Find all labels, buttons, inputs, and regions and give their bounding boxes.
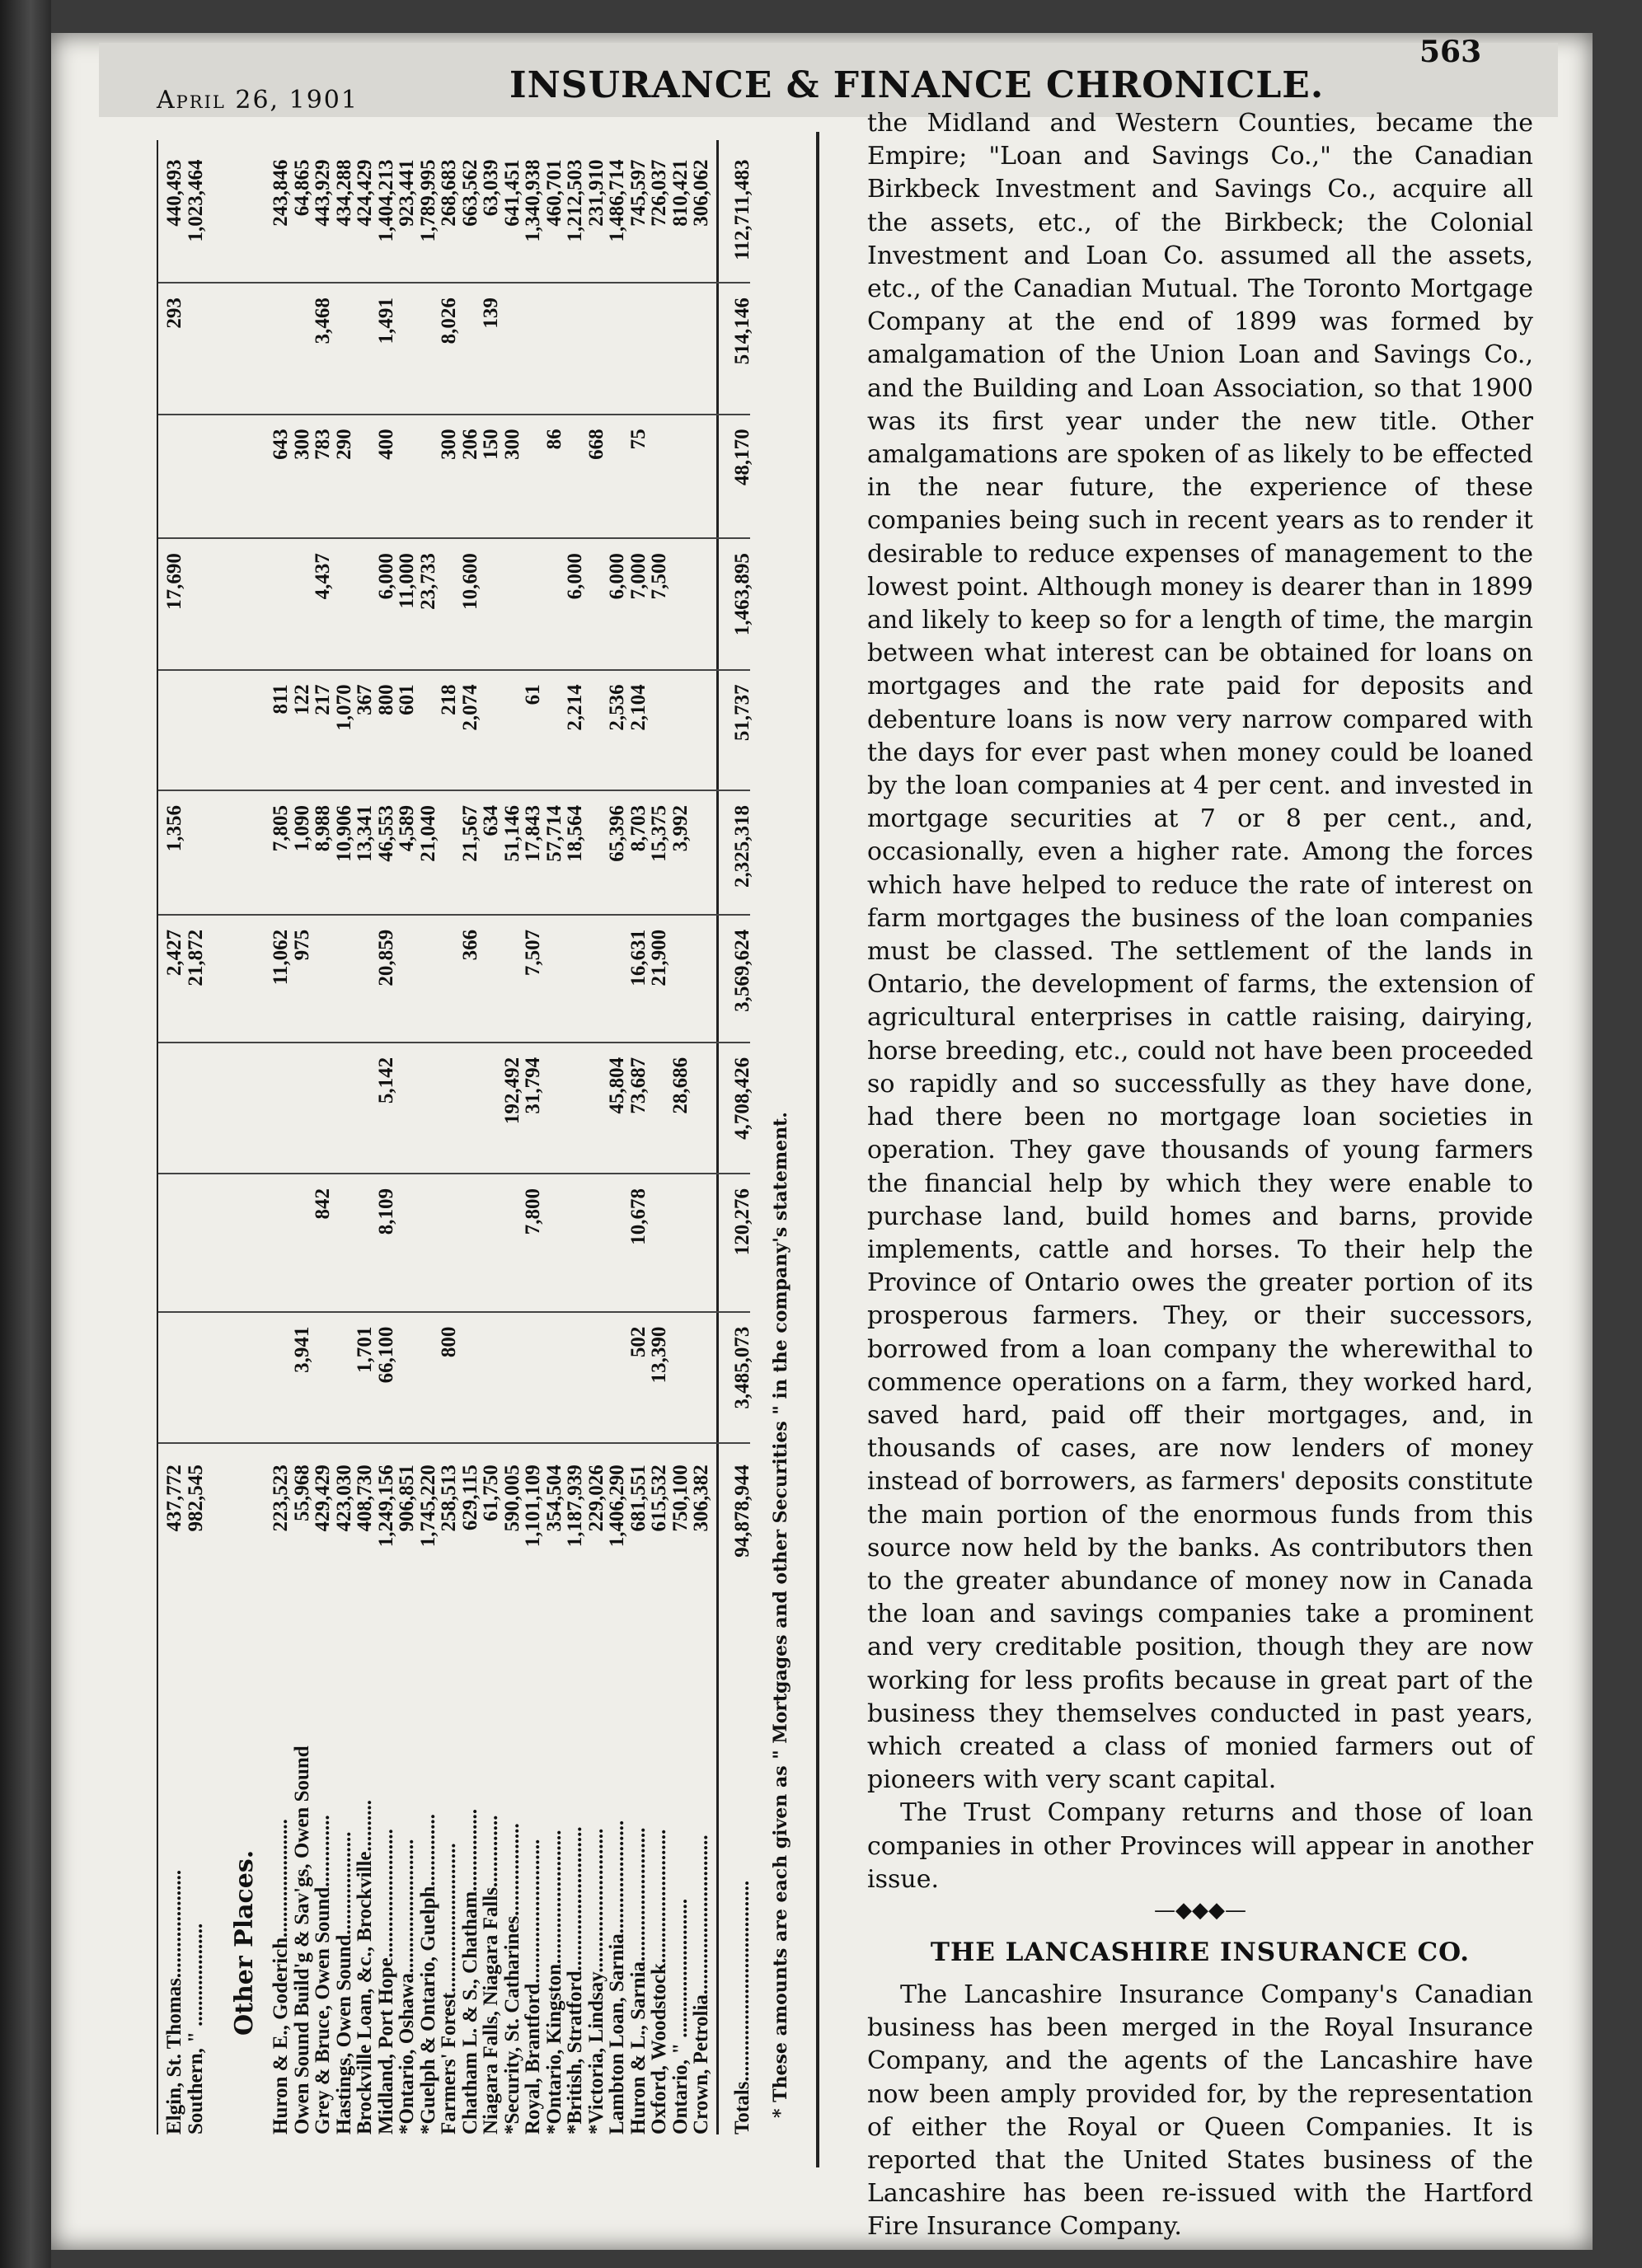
table-row-5-label: Midland, Port Hope......................... [374,1829,397,2134]
table-row-6-c8: 11,000 [396,553,418,609]
table-row-5-c9: 400 [374,429,397,460]
table-row-12-c5: 7,507 [522,929,544,977]
table-row-4-label: Brockville Loan, &c., Brockville.......... [354,1799,376,2134]
loan-companies-table [157,132,791,2134]
table-row-9-c9: 206 [458,429,481,460]
table-row-15-c1: 229,026 [584,1464,608,1532]
table-row-totals-c3: 120,276 [730,1188,753,1256]
table-row-6-c7: 601 [396,684,418,715]
ornament-divider: —◆◆◆— [1154,1897,1246,1923]
column-rule-6 [157,669,750,671]
table-row-8-c2: 800 [438,1326,460,1358]
table-row-17-c5: 16,631 [626,929,650,986]
column-rule-2 [157,1173,750,1174]
table-row-12-c1: 1,101,109 [522,1464,544,1548]
table-row-17-c7: 2,104 [626,684,650,731]
table-row-9-label: Chatham L. & S., Chatham................ [458,1808,481,2134]
article-column [867,107,1533,2244]
scan-left-edge [0,0,51,2268]
table-row-3-c1: 423,030 [332,1464,355,1532]
table-row-6-c6: 4,589 [396,804,418,852]
table-row-16-label: Lambton Loan, Sarnia...................... [606,1820,628,2134]
table-row-2-c11: 443,929 [312,159,334,227]
table-row-12-c4: 31,794 [522,1057,544,1114]
table-row-9-c11: 663,562 [458,159,481,227]
table-row-17-c2: 502 [626,1326,650,1358]
table-row-totals-label: Totals....................................... [730,1880,753,2134]
table-row-14-label: *British, Stratford............................ [564,1826,586,2134]
table-row-totals-c2: 3,485,073 [730,1326,753,1409]
table-row-totals-c9: 48,170 [730,429,753,486]
table-row-10-c9: 150 [480,429,502,460]
table-row-2-label: Grey & Bruce, Owen Sound.............. [312,1815,334,2134]
table-row-7-c6: 21,040 [416,804,439,862]
table-row-5-c10: 1,491 [374,298,397,344]
table-row-5-c2: 66,100 [374,1326,397,1384]
column-rule-4 [157,914,750,916]
table-row-18-c6: 15,375 [648,804,670,862]
table-row-13-label: *Ontario, Kingston.......................... [542,1830,565,2134]
table-row-totals-c8: 1,463,895 [730,553,753,636]
table-row-11-c6: 51,146 [500,804,523,862]
table-row-20-label: Crown, Petrolia............................... [690,1835,712,2134]
column-rule-8 [157,414,750,415]
table-row-1-c11: 64,865 [290,159,313,217]
table-row-5-c7: 800 [374,684,397,715]
table-row-1-c9: 300 [290,429,313,460]
table-row-11-c4: 192,492 [500,1057,523,1125]
table-top-rule [157,140,158,2134]
table-row-2-c10: 3,468 [312,298,334,344]
section-paragraph: The Lancashire Insurance Company's Canadian business has been merged in the Royal Insurance Company, and the agents of the Lancashire have now been amply provided for, by the representation of either the Royal or Queen Companies. It is reported that the United States business of the Lancashire has been re-issued with the Hartford Fire Insurance Company. [867,1980,1533,2242]
table-row-4-c11: 424,429 [354,159,376,227]
table-row-7-c11: 1,789,995 [416,159,439,242]
table-row-8-c10: 8,026 [438,298,460,344]
table-row-totals-c5: 3,569,624 [730,929,753,1012]
table-row-7-c8: 23,733 [416,553,439,610]
table-row-1-c2: 3,941 [290,1326,313,1373]
table-row-18-c1: 615,532 [648,1464,670,1532]
totals-rule [716,140,719,2134]
table-row-18-c11: 726,037 [648,159,670,227]
table-row-totals-c11: 112,711,483 [730,159,753,260]
table-row-6-label: *Ontario, Oshawa.......................... [396,1839,418,2134]
article-paragraph-2: The Trust Company returns and those of loan companies in other Provinces will appear in another issue. [867,1798,1533,1894]
table-row-19-label: Ontario, " ........................... [669,1898,692,2134]
table-row-17-c9: 75 [626,429,650,450]
table-row-top-0-c11: 440,493 [163,159,185,227]
page-header [99,35,1558,117]
table-row-14-c1: 1,187,939 [564,1464,586,1548]
table-row-3-label: Hastings, Owen Sound.................... [332,1831,355,2134]
table-row-top-0-c5: 2,427 [163,929,185,977]
table-row-0-c7: 811 [270,684,292,715]
table-row-top-0-c6: 1,356 [163,804,185,852]
table-row-10-c10: 139 [480,298,502,329]
header-page-number: 563 [1419,35,1482,69]
table-row-1-c7: 122 [290,684,313,715]
table-row-7-c1: 1,745,220 [416,1464,439,1548]
table-row-1-c5: 975 [290,929,313,961]
table-row-5-c3: 8,109 [374,1188,397,1235]
table-row-17-c1: 681,551 [626,1464,650,1532]
table-row-14-c8: 6,000 [564,553,586,600]
table-row-9-c7: 2,074 [458,684,481,731]
table-row-5-c11: 1,404,213 [374,159,397,242]
table-row-14-c6: 18,564 [564,804,586,862]
table-row-16-c6: 65,396 [606,804,628,862]
table-row-2-c6: 8,988 [312,804,334,852]
table-row-13-c11: 460,701 [542,159,565,227]
table-row-top-0-c8: 17,690 [163,553,185,610]
table-row-totals-c10: 514,146 [730,298,753,365]
table-row-top-0-label: Elgin, St. Thomas..................... [163,1869,185,2134]
table-row-10-c1: 61,750 [480,1464,502,1521]
table-row-6-c11: 923,441 [396,159,418,227]
column-rule-5 [157,790,750,791]
table-row-0-c1: 223,523 [270,1464,292,1532]
table-row-0-c5: 11,062 [270,929,292,986]
table-row-3-c6: 10,906 [332,804,355,862]
table-row-2-c7: 217 [312,684,334,715]
table-row-top-1-label: Southern, " .................... [184,1923,207,2134]
table-row-3-c9: 290 [332,429,355,460]
table-row-17-c8: 7,000 [626,553,650,600]
table-row-7-label: *Guelph & Ontario, Guelph.............. [416,1814,439,2134]
table-row-8-label: Farmers' Forest............................. [438,1843,460,2134]
table-row-14-c11: 1,212,503 [564,159,586,242]
table-row-9-c1: 629,115 [458,1464,481,1531]
table-row-3-c7: 1,070 [332,684,355,731]
table-row-20-c1: 306,382 [690,1464,712,1532]
table-row-18-label: Oxford, Woodstock.......................... [648,1829,670,2134]
table-row-2-c9: 783 [312,429,334,460]
table-row-1-c6: 1,090 [290,804,313,852]
table-row-11-label: *Security, St. Catharines.................. [500,1823,523,2134]
table-row-2-c3: 842 [312,1188,334,1220]
table-row-12-c3: 7,800 [522,1188,544,1235]
table-row-0-c9: 643 [270,429,292,460]
table-row-10-c6: 634 [480,804,502,836]
table-row-2-c8: 4,437 [312,553,334,600]
table-row-12-c6: 17,843 [522,804,544,862]
table-row-16-c11: 1,486,714 [606,159,628,242]
table-row-10-c11: 63,039 [480,159,502,217]
article-paragraph-1: the Midland and Western Counties, became the Empire; "Loan and Savings Co.," the Canadian Birkbeck Investment and Savings Co., acquire all the assets, etc., of the Birkbeck; the Colonial Investment and Loan Co. assumed all the assets, etc., of the Canadian Mutual. The Toronto Mortgage Company at the end of 1899 was formed by amalgamation of the Union Loan and Savings Co., and the Building and Loan Association, so that 1900 was its first year under the new title. Other amalgamations are spoken of as likely to be effected in the near future, the experience of these companies being such in recent years as to render it desirable to reduce expenses of management to the lowest point. Although money is dearer than in 1899 and likely to keep so for a length of time, the margin between what interest can be obtained for loans on mortgages and the rate paid for deposits and debenture loans is now very narrow compared with the days for ever past when money could be loaned by the loan companies at 4 per cent. and invested in mortgage securities at 7 or 8 per cent., and, occasionally, even a higher rate. Among the forces which have helped to reduce the rate of interest on farm mortgages the business of the loan companies must be classed. The settlement of the lands in Ontario, the development of farms, the extension of agricultural enterprises in cattle raising, dairying, horse breeding, etc., could not have been proceeded so rapidly and so successfully as they have done, had there been no mortgage loan societies in operation. They gave thousands of young farmers the financial help by which they were enable to purchase land, build homes and barns, provide implements, cattle and horses. To their help the Province of Ontario owes the greater portion of its prosperous farmers. They, or their successors, borrowed from a loan company the wherewithal to commence operations on a farm, they worked hard, saved hard, paid off their mortgages, and, in thousands of cases, are now lenders of money instead of borrowers, as farmers' deposits constitute the main portion of the enormous funds from this source now held by the banks. As contributors then to the greater abundance of money now in Canada the loan and savings companies take a prominent and very creditable position, though they are now working for less profits because in great part of the business they themselves conducted in past years, which created a class of monied farmers out of pioneers with very scant capital. [867,109,1533,1795]
table-row-19-c4: 28,686 [669,1057,692,1114]
table-row-8-c7: 218 [438,684,460,715]
column-rule-7 [157,537,750,539]
table-row-totals-c1: 94,878,944 [730,1464,753,1558]
table-row-9-c6: 21,567 [458,804,481,862]
column-rule-3 [157,1042,750,1043]
table-row-15-label: *Victoria, Lindsay............................ [584,1828,608,2134]
table-row-totals-c6: 2,325,318 [730,804,753,888]
table-row-12-c11: 1,340,938 [522,159,544,242]
table-row-8-c1: 258,513 [438,1464,460,1532]
table-row-11-c11: 641,451 [500,159,523,227]
column-rule-9 [157,282,750,284]
table-row-16-c4: 45,804 [606,1057,628,1114]
table-row-8-c11: 268,683 [438,159,460,227]
table-section-heading: Other Places. [230,1849,259,2036]
table-row-19-c11: 810,421 [669,159,692,227]
table-row-5-c5: 20,859 [374,929,397,986]
table-row-top-1-c5: 21,872 [184,929,207,986]
table-row-top-0-c1: 437,772 [163,1464,185,1532]
table-row-0-c11: 243,846 [270,159,292,227]
table-row-0-c6: 7,805 [270,804,292,852]
header-date: April 26, 1901 [157,86,359,115]
table-row-4-c2: 1,701 [354,1326,376,1373]
table-row-1-label: Owen Sound Build'g & Sav'gs, Owen Sound [290,1746,313,2134]
table-row-13-c1: 354,504 [542,1464,565,1532]
table-row-top-1-c1: 982,545 [184,1464,207,1532]
table-row-17-c6: 8,703 [626,804,650,852]
table-row-18-c8: 7,500 [648,553,670,600]
table-row-18-c2: 13,390 [648,1326,670,1384]
table-row-5-c6: 46,553 [374,804,397,862]
section-title: THE LANCASHIRE INSURANCE CO. [930,1937,1471,1967]
table-row-5-c4: 5,142 [374,1057,397,1104]
column-divider [816,132,819,2167]
table-row-13-c9: 86 [542,429,565,450]
table-row-9-c8: 10,600 [458,553,481,610]
header-title: INSURANCE & FINANCE CHRONICLE. [509,64,1325,106]
table-row-20-c11: 306,062 [690,159,712,227]
table-row-10-label: Niagara Falls, Niagara Falls.............. [480,1815,502,2134]
table-row-11-c9: 300 [500,429,523,460]
table-row-17-label: Huron & L., Sarnia.......................... [626,1827,650,2134]
table-row-17-c11: 745,597 [626,159,650,227]
table-row-1-c1: 55,968 [290,1464,313,1521]
table-row-16-c7: 2,536 [606,684,628,731]
table-row-12-c7: 61 [522,684,544,705]
table-row-16-c8: 6,000 [606,553,628,600]
table-row-8-c9: 300 [438,429,460,460]
table-row-12-label: Royal, Brantford............................ [522,1839,544,2134]
table-row-2-c1: 429,429 [312,1464,334,1532]
table-row-18-c5: 21,900 [648,929,670,986]
table-row-9-c5: 366 [458,929,481,961]
table-row-17-c4: 73,687 [626,1057,650,1114]
table-row-4-c1: 408,730 [354,1464,376,1532]
table-row-4-c6: 13,341 [354,804,376,862]
column-rule-0 [157,1442,750,1444]
table-row-5-c8: 6,000 [374,553,397,600]
table-row-0-label: Huron & E., Goderich....................... [270,1819,292,2134]
table-row-15-c9: 668 [584,429,608,460]
table-row-13-c6: 57,714 [542,804,565,862]
table-row-16-c1: 1,406,290 [606,1464,628,1548]
table-row-6-c1: 906,851 [396,1464,418,1532]
table-row-17-c3: 10,678 [626,1188,650,1245]
table-row-4-c7: 367 [354,684,376,715]
table-footnote: * These amounts are each given as " Mortgages and other Securities " in the company's statement. [770,1112,791,2118]
table-row-14-c7: 2,214 [564,684,586,731]
table-row-3-c11: 434,288 [332,159,355,227]
table-row-11-c1: 590,005 [500,1464,523,1532]
table-row-19-c6: 3,992 [669,804,692,852]
column-rule-1 [157,1311,750,1313]
table-row-5-c1: 1,249,156 [374,1464,397,1548]
table-row-totals-c7: 51,737 [730,684,753,742]
table-row-top-0-c10: 293 [163,298,185,329]
table-row-totals-c4: 4,708,426 [730,1057,753,1140]
table-row-top-1-c11: 1,023,464 [184,159,207,242]
table-row-15-c11: 231,910 [584,159,608,227]
table-row-19-c1: 750,100 [669,1464,692,1532]
